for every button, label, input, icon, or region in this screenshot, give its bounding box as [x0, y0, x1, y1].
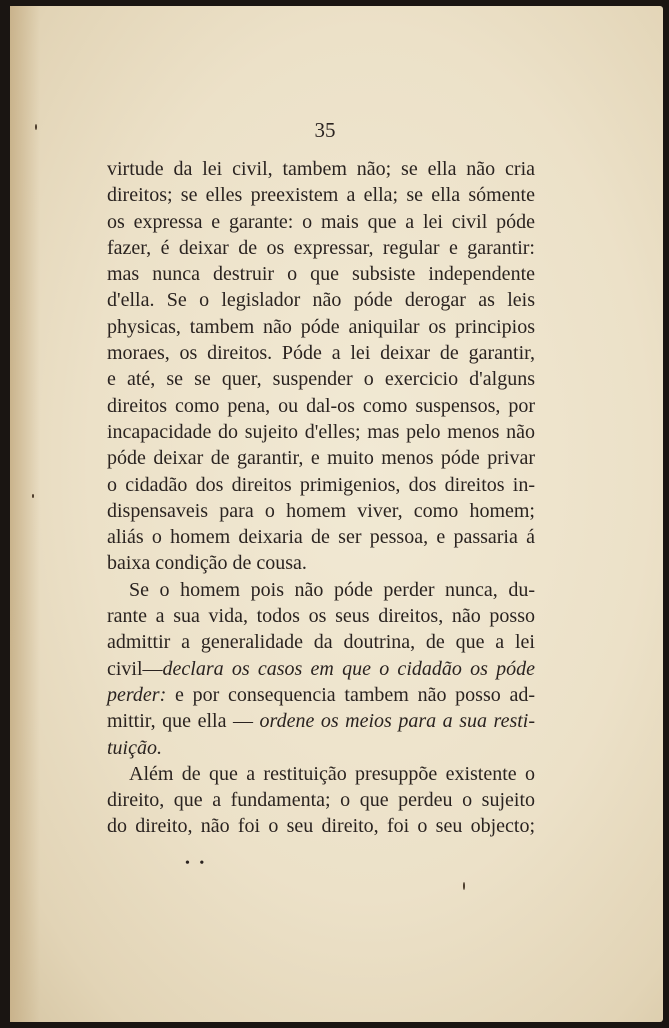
text-line [107, 366, 535, 392]
text-line [107, 577, 535, 603]
text-line [107, 550, 535, 576]
text-line [107, 261, 535, 287]
text-line [107, 235, 535, 261]
text-segment: Se o homem pois não póde perder nunca, du- [129, 578, 535, 601]
text-segment: direitos; se elles preexistem a ella; se ella sómente [107, 184, 535, 207]
text-segment: physicas, tambem não póde aniquilar os principios [107, 315, 535, 338]
text-segment: o cidadão dos direitos primigenios, dos direitos in- [107, 473, 535, 496]
text-segment: incapacidade do sujeito d'elles; mas pelo menos não [107, 420, 535, 443]
text-line [107, 340, 535, 366]
text-line [107, 656, 535, 682]
signature-mark: • • [185, 856, 208, 871]
italic-text: tuição. [107, 736, 162, 759]
text-segment: fazer, é deixar de os expressar, regular e garantir: [107, 236, 535, 259]
text-line [107, 498, 535, 524]
ink-speck [35, 124, 37, 130]
text-line [107, 182, 535, 208]
text-segment: d'ella. Se o legislador não póde derogar as leis [107, 289, 535, 312]
text-segment: direitos como pena, ou dal-os como suspensos, por [107, 394, 535, 417]
ink-speck [463, 882, 465, 890]
ink-speck [32, 494, 34, 498]
paper-sheet [10, 6, 663, 1022]
text-segment: Além de que a restituição presuppõe existente o [129, 762, 535, 785]
text-line [107, 761, 535, 787]
text-line [107, 419, 535, 445]
text-segment: e até, se se quer, suspender o exercicio d'alguns [107, 368, 535, 391]
text-segment: civil— [107, 657, 163, 680]
page-number: 35 [314, 118, 336, 142]
text-line [107, 287, 535, 313]
italic-text: ordene os meios para a sua resti- [259, 710, 536, 733]
text-line [107, 472, 535, 498]
text-segment: moraes, os direitos. Póde a lei deixar de garantir, [107, 342, 535, 365]
text-segment: dispensaveis para o homem viver, como homem; [107, 499, 535, 522]
text-line [107, 314, 535, 340]
text-segment: aliás o homem deixaria de ser pessoa, e passaria á [107, 526, 535, 549]
text-segment: os expressa e garante: o mais que a lei civil póde [107, 210, 535, 233]
text-line [107, 445, 535, 471]
text-segment: póde deixar de garantir, e muito menos póde privar [107, 447, 535, 470]
text-line [107, 787, 535, 813]
text-line [107, 629, 535, 655]
text-segment: admittir a generalidade da doutrina, de que a lei [107, 631, 535, 654]
body-text [107, 156, 535, 840]
text-segment: e por consequencia tambem não posso ad- [166, 683, 535, 706]
italic-text: perder: [107, 683, 167, 706]
text-line [107, 708, 535, 734]
text-segment: mittir, que ella — [107, 710, 260, 733]
text-segment: rante a sua vida, todos os seus direitos, não posso [107, 605, 535, 628]
text-segment: baixa condição de cousa. [107, 552, 307, 575]
text-line [107, 393, 535, 419]
italic-text: declara os casos em que o cidadão os póde [162, 657, 535, 680]
text-line [107, 209, 535, 235]
text-line [107, 524, 535, 550]
text-line [107, 735, 535, 761]
text-line [107, 156, 535, 182]
text-line [107, 813, 535, 839]
text-segment: do direito, não foi o seu direito, foi o seu objecto; [107, 815, 535, 838]
text-segment: virtude da lei civil, tambem não; se ella não cria [107, 158, 535, 180]
binding-shadow [10, 6, 40, 1022]
text-segment: mas nunca destruir o que subsiste independente [107, 263, 535, 286]
text-segment: direito, que a fundamenta; o que perdeu o sujeito [107, 789, 535, 812]
text-line [107, 682, 535, 708]
text-line [107, 603, 535, 629]
